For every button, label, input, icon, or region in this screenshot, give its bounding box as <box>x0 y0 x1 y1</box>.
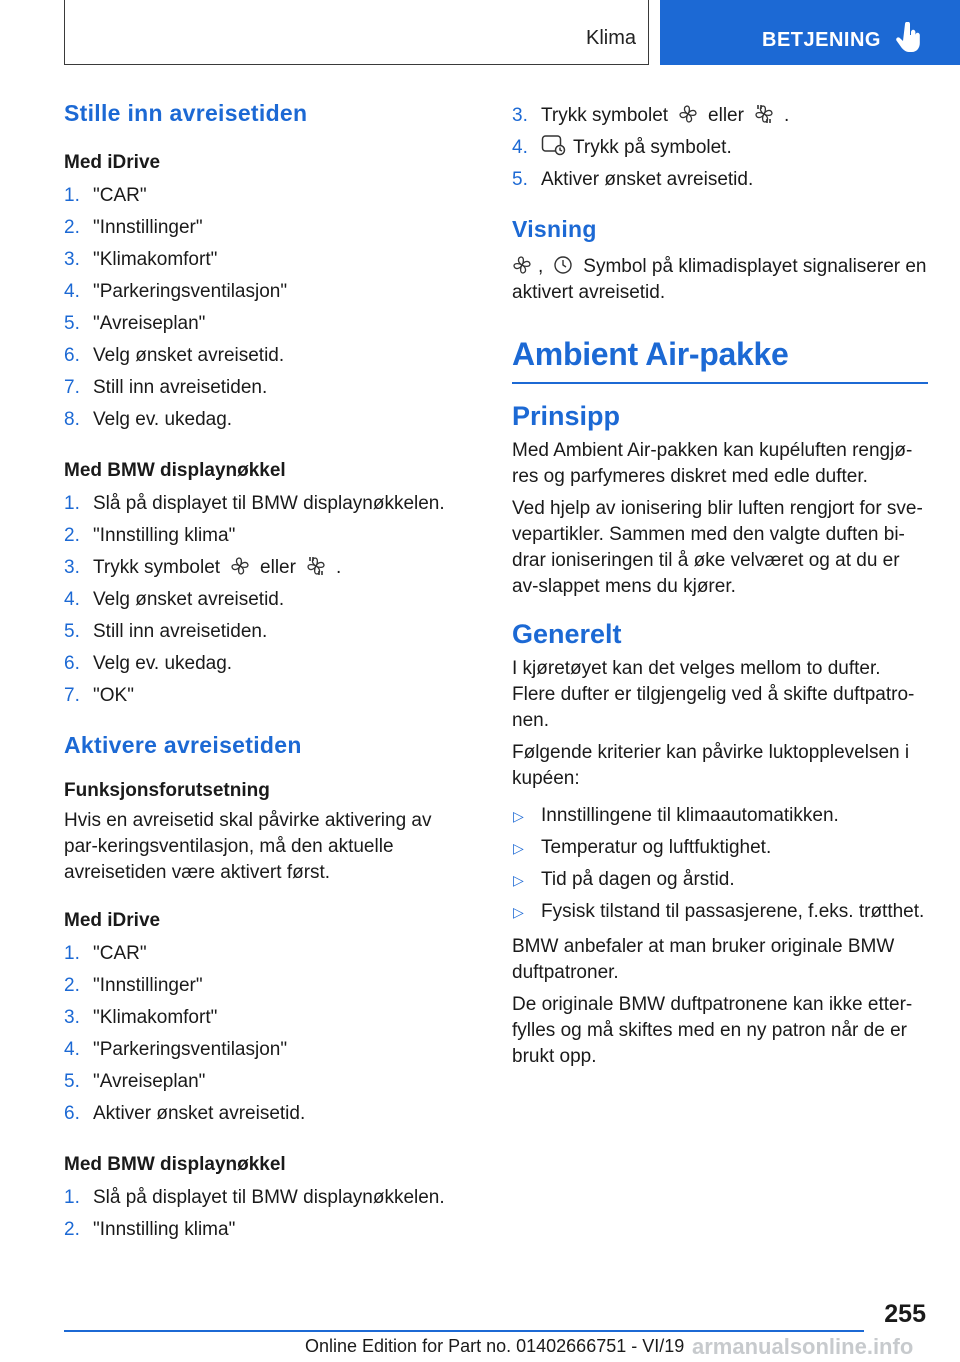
list-item: ▷ Innstillingene til klimaautomatikken. <box>513 805 839 826</box>
general-paragraph-4: De originale BMW duftpatronene kan ikke etter-fylles og må skiftes med en ny patron når de er brukt opp. <box>512 994 913 1067</box>
list-item: 8. Velg ev. ukedag. <box>64 409 233 430</box>
list-item: ▷ Fysisk tilstand til passasjerene, f.eks. trøtthet. <box>513 901 925 922</box>
list-item: 4. Velg ønsket avreisetid. <box>64 589 285 610</box>
list-item: 1. "CAR" <box>64 943 147 964</box>
left-column <box>64 98 468 1246</box>
list-item: 3. "Klimakomfort" <box>64 1007 218 1028</box>
key-label-1: Med BMW displaynøkkel <box>64 460 286 481</box>
departure-timer-icon <box>541 134 567 156</box>
list-item: 2. "Innstillinger" <box>64 975 203 996</box>
heading-principle: Prinsipp <box>512 401 621 431</box>
list-item: 5. "Avreiseplan" <box>64 1071 206 1092</box>
heading-general: Generelt <box>512 619 622 649</box>
fan-icon <box>230 556 250 576</box>
list-item: 2. "Innstillinger" <box>64 217 203 238</box>
list-item: ▷ Temperatur og luftfuktighet. <box>513 837 772 858</box>
header-chapter-tab <box>660 0 960 65</box>
idrive-label-2: Med iDrive <box>64 910 161 931</box>
header-section-box <box>64 0 649 65</box>
prerequisite-text: Hvis en avreisetid skal påvirke aktivering av par-keringsventilasjon, må den aktuelle avreisetiden være aktivert først. <box>64 810 432 883</box>
list-item: 1. "CAR" <box>64 185 147 206</box>
list-item: 7. "OK" <box>64 685 134 706</box>
idrive-label-1: Med iDrive <box>64 152 161 173</box>
list-item: ▷ Tid på dagen og årstid. <box>513 869 735 890</box>
general-paragraph-3: BMW anbefaler at man bruker originale BMW duftpatroner. <box>512 936 895 983</box>
list-item: 5. Aktiver ønsket avreisetid. <box>512 169 754 190</box>
list-item: 1. Slå på displayet til BMW displaynøkkelen. <box>64 493 445 514</box>
list-item: 6. Aktiver ønsket avreisetid. <box>64 1103 306 1124</box>
hand-pointer-icon <box>896 22 922 54</box>
idrive-steps-2 <box>64 938 468 1130</box>
heading-set-departure-time: Stille inn avreisetiden <box>64 100 308 126</box>
criteria-list <box>512 800 928 928</box>
key-steps-2 <box>64 1182 468 1246</box>
header-section-title: Klima <box>585 27 636 49</box>
list-item: 4. "Parkeringsventilasjon" <box>64 1039 288 1060</box>
list-item: 4. Trykk på symbolet. <box>512 132 928 164</box>
fan-auto-icon <box>306 556 326 576</box>
list-item: 5. "Avreiseplan" <box>64 313 206 334</box>
clock-icon <box>553 255 573 275</box>
list-item: 2. "Innstilling klima" <box>64 525 236 546</box>
general-paragraph-2: Følgende kriterier kan påvirke luktopplevelsen i kupéen: <box>512 742 910 789</box>
display-text: , Symbol på klimadisplayet signaliserer en aktivert avreisetid. <box>512 256 927 303</box>
list-item: 7. Still inn avreisetiden. <box>64 377 268 398</box>
right-column <box>512 98 928 1070</box>
key-steps-1 <box>64 488 468 712</box>
footer-divider <box>64 1330 864 1332</box>
list-item: 6. Velg ev. ukedag. <box>64 653 233 674</box>
heading-ambient-air-package: Ambient Air-pakke <box>512 332 928 384</box>
list-item: 5. Still inn avreisetiden. <box>64 621 268 642</box>
principle-paragraph-1: Med Ambient Air-pakken kan kupéluften rengjø-res og parfymeres diskret med edle dufter. <box>512 440 913 487</box>
prerequisite-label: Funksjonsforutsetning <box>64 780 270 801</box>
list-item: 3. "Klimakomfort" <box>64 249 218 270</box>
header-chapter-title: BETJENING <box>762 29 881 51</box>
key-label-2: Med BMW displaynøkkel <box>64 1154 286 1175</box>
list-item: 2. "Innstilling klima" <box>64 1219 236 1240</box>
fan-icon <box>512 255 532 275</box>
key-steps-2-continued <box>512 100 928 196</box>
list-item: 3. Trykk symbolet eller . <box>64 557 342 578</box>
page-number: 255 <box>884 1300 926 1328</box>
fan-icon <box>678 104 698 124</box>
list-item: 1. Slå på displayet til BMW displaynøkkelen. <box>64 1187 445 1208</box>
footer-edition: Online Edition for Part no. 01402666751 - VI/19 <box>305 1336 685 1356</box>
idrive-steps-1 <box>64 180 468 436</box>
list-item: 4. "Parkeringsventilasjon" <box>64 281 288 302</box>
general-paragraph-1: I kjøretøyet kan det velges mellom to dufter. Flere dufter er tilgjengelig ved å skifte duftpatro-nen. <box>512 658 915 731</box>
list-item: 3. Trykk symbolet eller . <box>512 105 790 126</box>
heading-activate-departure-time: Aktivere avreisetiden <box>64 732 302 758</box>
fan-auto-icon <box>754 104 774 124</box>
principle-paragraph-2: Ved hjelp av ionisering blir luften rengjort for sve-vepartikler. Sammen med den valgte duften bi-drar ioniseringen til å øke velværet og at du er av-slappet mens du kjører. <box>512 498 923 597</box>
heading-display: Visning <box>512 216 597 242</box>
watermark: armanualsonline.info <box>692 1334 914 1359</box>
list-item: 6. Velg ønsket avreisetid. <box>64 345 285 366</box>
